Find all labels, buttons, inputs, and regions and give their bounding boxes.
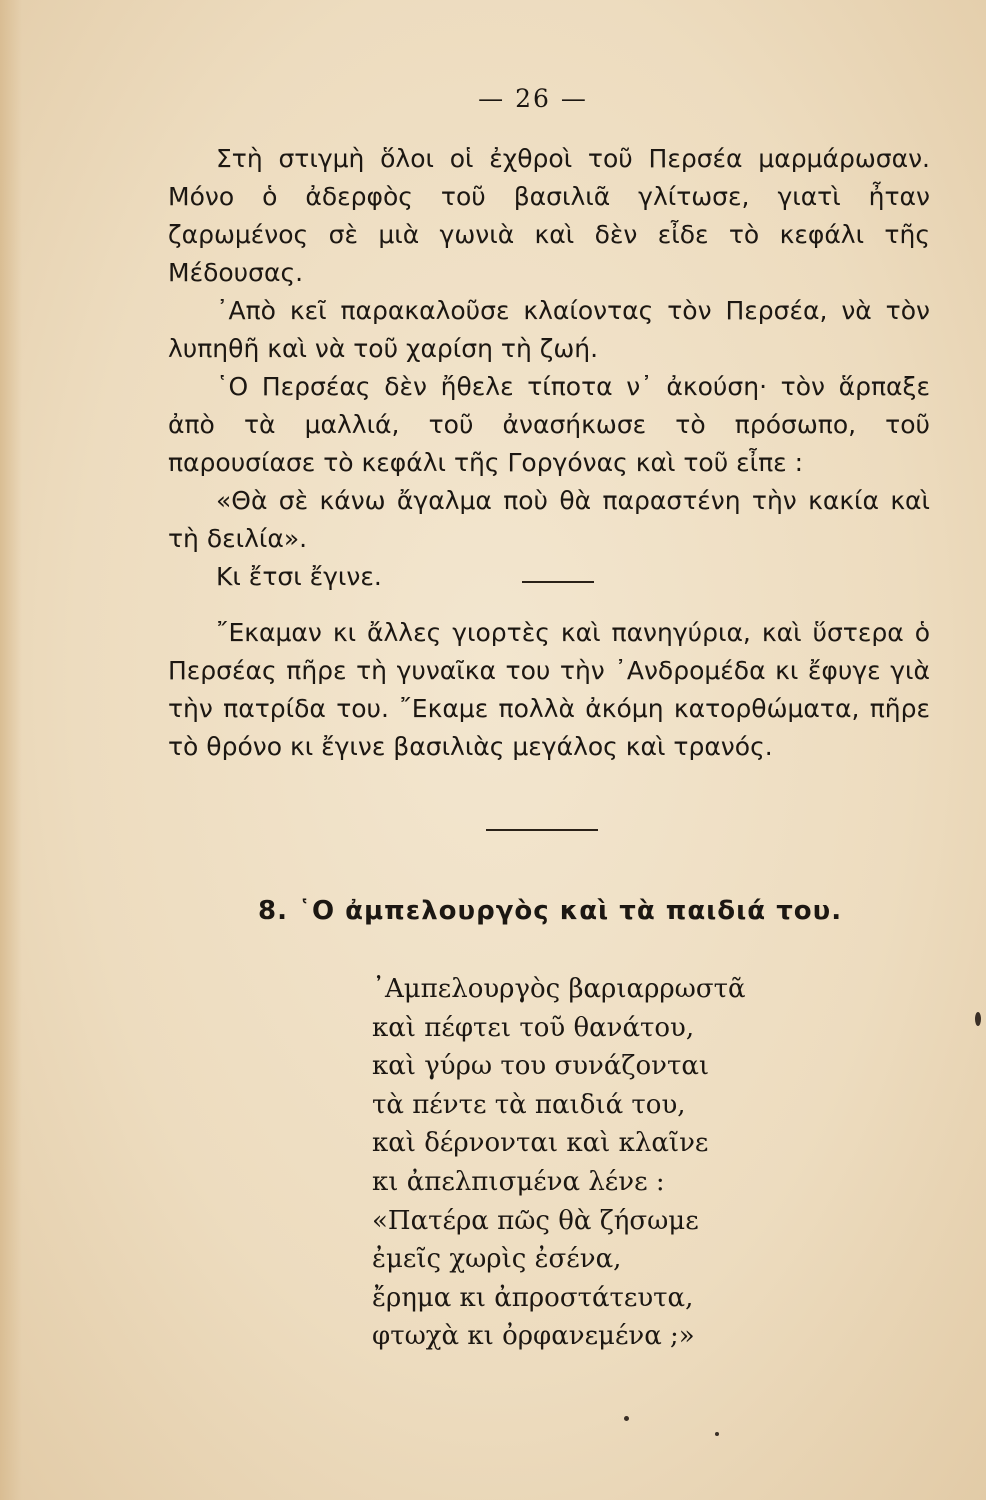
poem-line: ᾿Αμπελουργὸς βαριαρρωστᾶ — [372, 974, 746, 1004]
page-number: — 26 — — [478, 84, 588, 113]
ink-speck — [715, 1432, 719, 1436]
section-one-text — [168, 140, 930, 596]
paragraph-statues: Στὴ στιγμὴ ὅλοι οἱ ἐχθροὶ τοῦ Περσέα μαρμάρωσαν. Μόνο ὁ ἀδερφὸς τοῦ βασιλιᾶ γλίτωσε, γιατὶ ἦταν ζαρωμένος σὲ μιὰ γωνιὰ καὶ δὲν εἶδε τὸ κεφάλι τῆς Μέδουσας. — [168, 144, 930, 287]
paragraph-return-home: ῎Εκαμαν κι ἄλλες γιορτὲς καὶ πανηγύρια, καὶ ὕστερα ὁ Περσέας πῆρε τὴ γυναῖκα του τὴν ᾿Ανδρομέδα κι ἔφυγε γιὰ τὴν πατρίδα του. ῎Εκαμε πολλὰ ἀκόμη κατορθώματα, πῆρε τὸ θρόνο κι ἔγινε βασιλιὰς μεγάλος καὶ τρανός. — [168, 618, 930, 761]
poem-line: τὰ πέντε τὰ παιδιά του, — [372, 1089, 686, 1120]
paragraph-gorgon: ῾Ο Περσέας δὲν ἤθελε τίποτα ν᾿ ἀκούση· τὸν ἅρπαξε ἀπὸ τὰ μαλλιά, τοῦ ἀνασήκωσε τὸ πρόσωπο, τοῦ παρουσίασε τὸ κεφάλι τῆς Γοργόνας καὶ τοῦ εἶπε : — [168, 372, 930, 477]
poem-line: καὶ γύρω του συνάζονται — [372, 1051, 710, 1082]
paragraph-plea: ᾿Απὸ κεῖ παρακαλοῦσε κλαίοντας τὸν Περσέα, νὰ τὸν λυπηθῆ καὶ νὰ τοῦ χαρίση τὴ ζωή. — [168, 296, 930, 363]
poem-heading: 8. ῾Ο ἀμπελουργὸς καὶ τὰ παιδιά του. — [258, 896, 843, 926]
poem-line: «Πατέρα πῶς θὰ ζήσωμε — [372, 1205, 699, 1236]
poem-body — [372, 970, 746, 1356]
section-divider-short — [522, 581, 594, 583]
poem-line: καὶ δέρνονται καὶ κλαῖνε — [372, 1128, 709, 1159]
section-divider-long — [486, 829, 598, 831]
ink-speck — [975, 1012, 981, 1026]
paragraph-quote: «Θὰ σὲ κάνω ἄγαλμα ποὺ θὰ παραστένη τὴν κακία καὶ τὴ δειλία». — [168, 486, 930, 553]
poem-line: φτωχὰ κι ὀρφανεμένα ;» — [372, 1321, 695, 1352]
ink-speck — [624, 1416, 629, 1421]
section-two-text — [168, 614, 930, 766]
poem-line: καὶ πέφτει τοῦ θανάτου, — [372, 1012, 695, 1043]
paragraph-ending: Κι ἔτσι ἔγινε. — [216, 562, 382, 591]
page-edge-shadow — [0, 0, 22, 1500]
poem-line: ἐμεῖς χωρὶς ἐσένα, — [372, 1244, 622, 1275]
poem-line: ἔρημα κι ἀπροστάτευτα, — [372, 1282, 694, 1313]
poem-line: κι ἀπελπισμένα λένε : — [372, 1166, 665, 1197]
